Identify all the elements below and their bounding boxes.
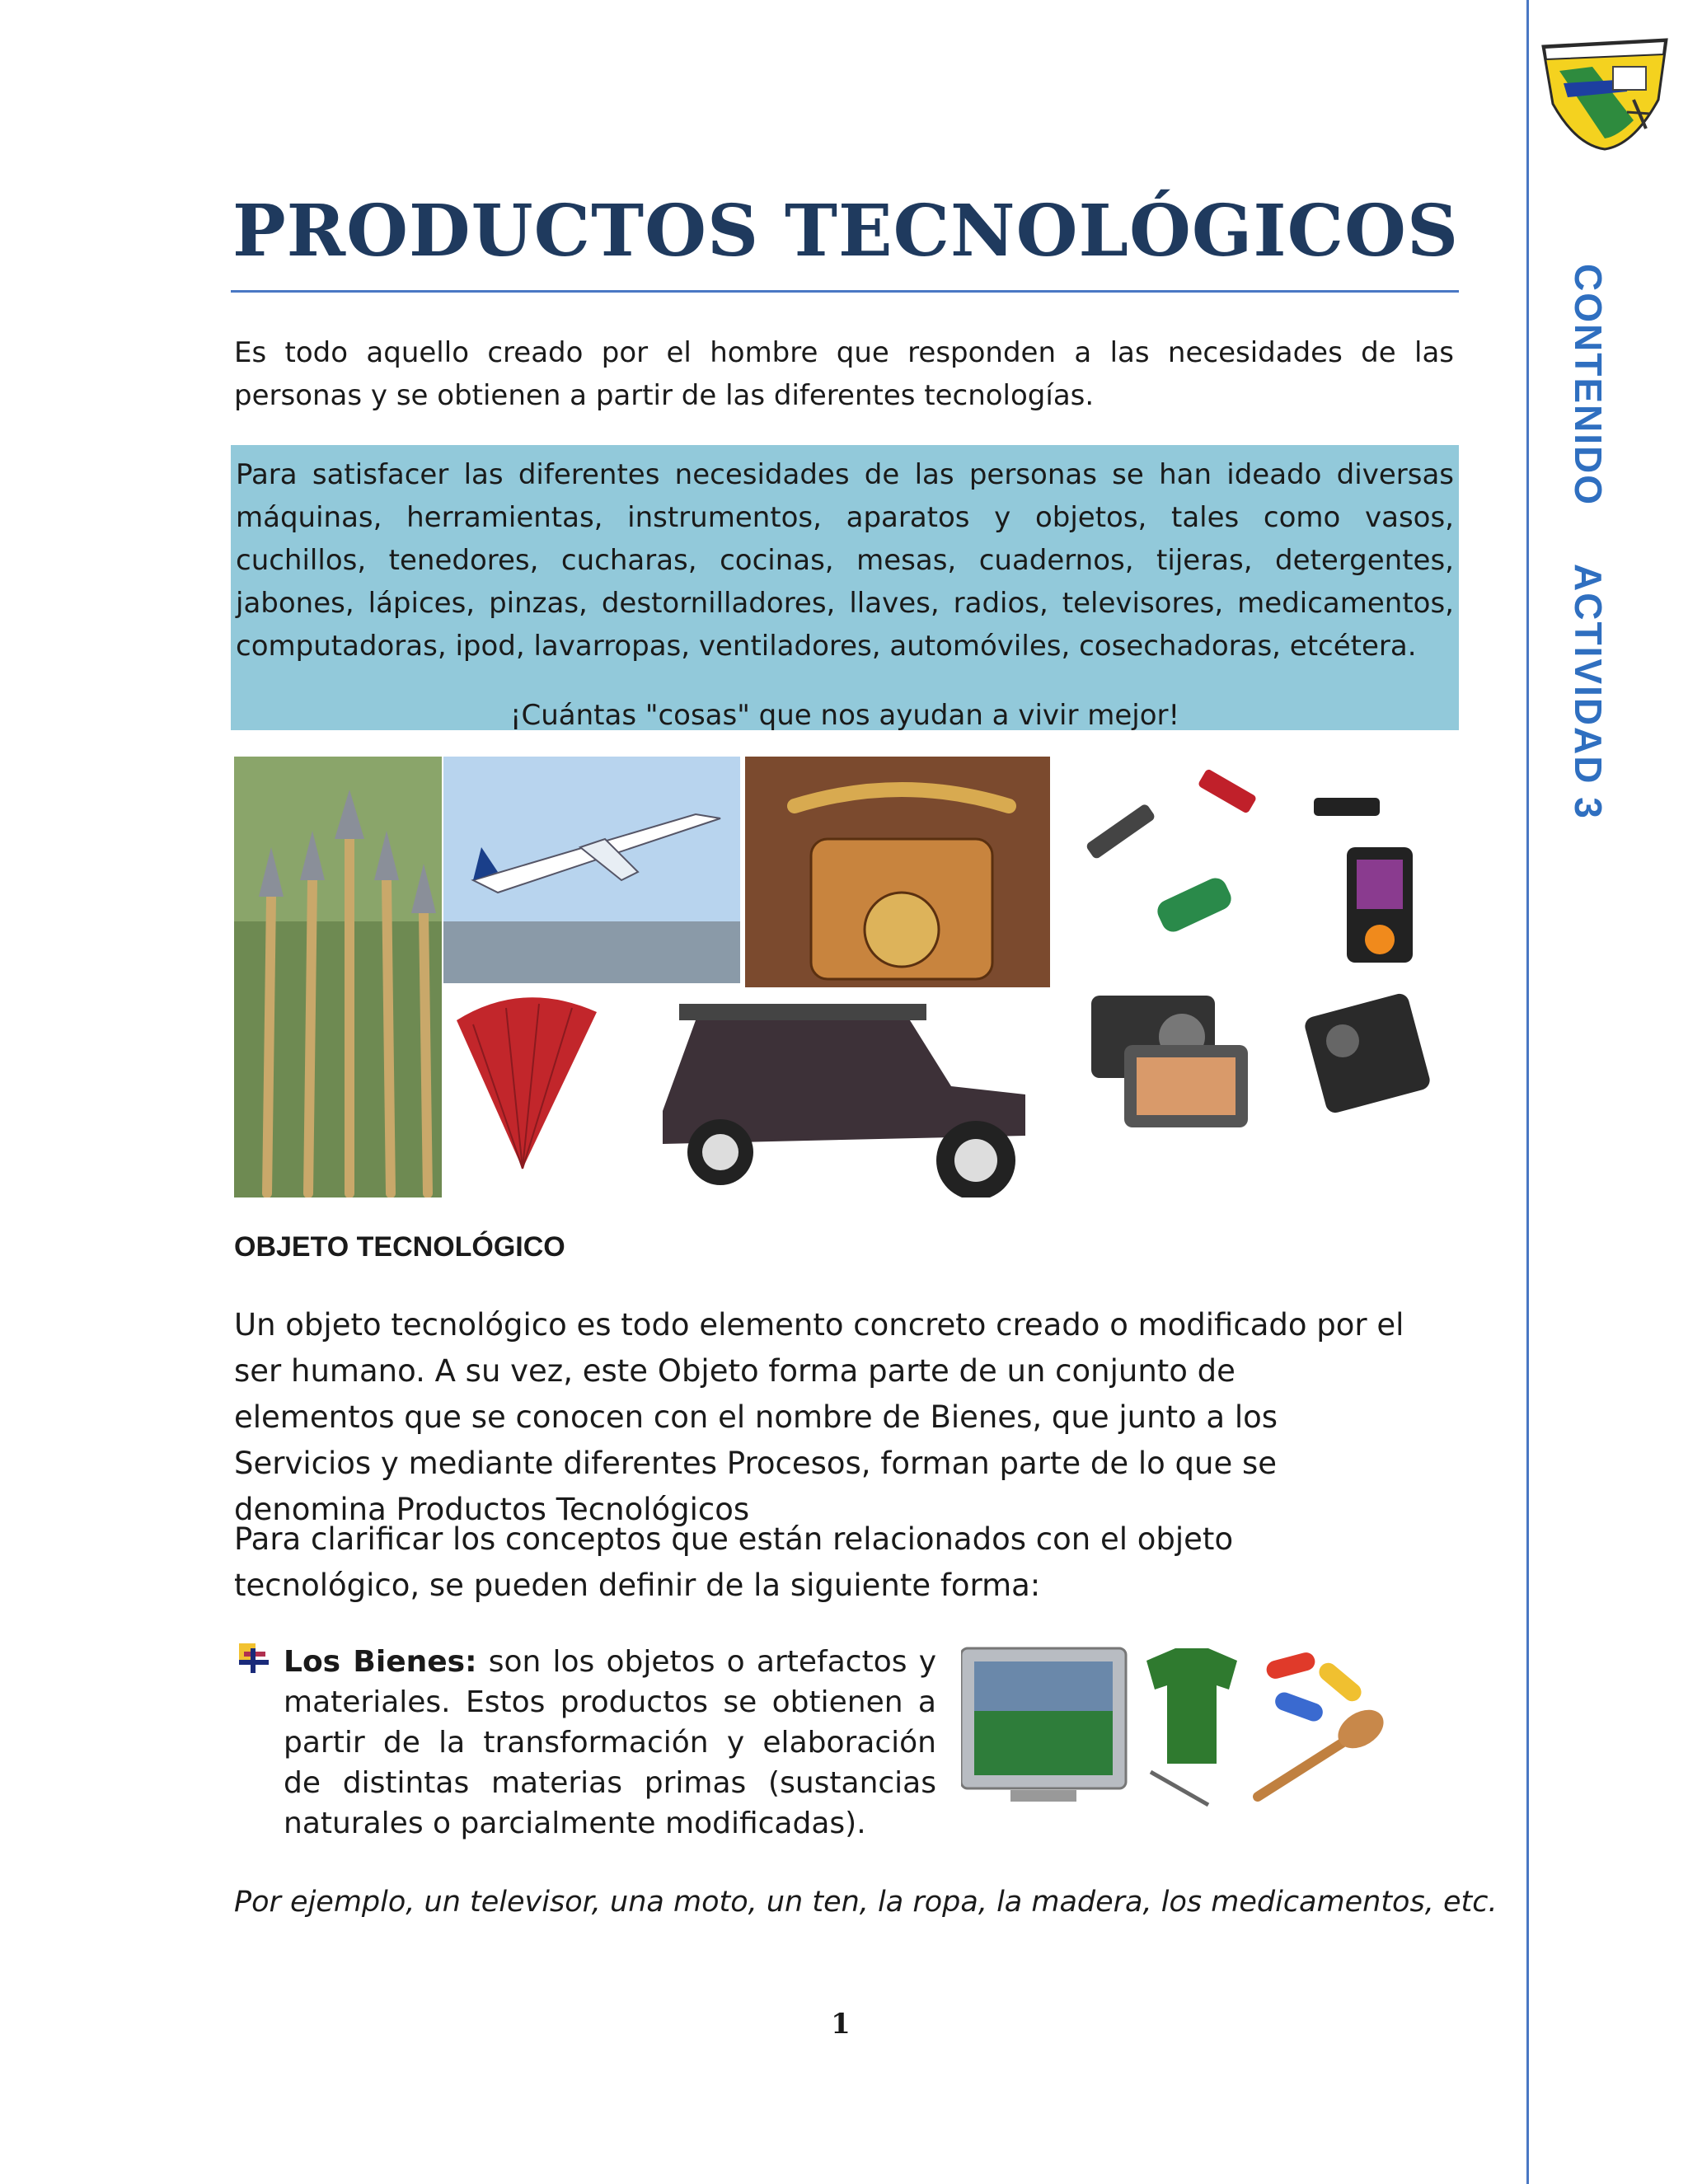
goods-examples-image <box>961 1640 1390 1813</box>
products-collage-image <box>234 757 1454 1197</box>
highlight-paragraph: Para satisfacer las diferentes necesidades de las personas se han ideado diversas máquinas, herramientas, instrumentos, aparatos y objetos, tales como vasos, cuchillos, tenedores, cucharas, cocinas, mesas, cuadernos, tijeras, detergentes, jabones, lápices, pinzas, destornilladores, llaves, radios, televisores, medicamentos, computadoras, ipod, lavarropas, ventiladores, automóviles, cosechadoras, etcétera. <box>236 458 1454 663</box>
tshirt-icon <box>1146 1648 1237 1805</box>
spears-photo <box>234 757 442 1197</box>
highlight-exclamation: ¡Cuántas "cosas" que nos ayudan a vivir mejor! <box>509 699 1180 732</box>
television-icon <box>961 1648 1126 1802</box>
section-paragraph-2: Para clarificar los conceptos que están relacionados con el objeto tecnológico, se pueden definir de la siguiente forma: <box>234 1521 1234 1603</box>
title-underline <box>231 290 1459 293</box>
airplane-photo <box>443 757 740 983</box>
bienes-text: son los objetos o artefactos y materiales. Estos productos se obtienen a partir de la transformación y elaboración de distintas materias primas (sustancias naturales o parcialmente modificadas). <box>284 1645 937 1840</box>
section-heading: OBJETO TECNOLÓGICO <box>234 1231 565 1263</box>
bienes-definition <box>284 1642 936 1844</box>
school-crest-logo <box>1535 21 1675 153</box>
intro-paragraph: Es todo aquello creado por el hombre que responden a las necesidades de las personas y se obtienen a partir de las diferentes tecnologías. <box>234 336 1454 412</box>
vintage-car-photo <box>621 989 1058 1197</box>
fan-photo <box>443 985 608 1197</box>
highlight-box <box>231 445 1459 730</box>
section-paragraph-1: Un objeto tecnológico es todo elemento concreto creado o modificado por el ser humano. A su vez, este Objeto forma parte de un conjunto de elementos que se conocen con el nombre de Bienes, que junto a los Servicios y mediante diferentes Procesos, forman parte de lo que se denomina Productos Tecnológicos <box>234 1307 1404 1527</box>
sidebar-label-actividad: ACTIVIDAD 3 <box>1567 564 1610 820</box>
electronic-gadgets-photo <box>1067 757 1454 1197</box>
sidebar-label-contenido: CONTENIDO <box>1567 264 1610 506</box>
bienes-term: Los Bienes: <box>284 1645 477 1679</box>
telephone-photo <box>745 757 1050 987</box>
example-sentence: Por ejemplo, un televisor, una moto, un ten, la ropa, la madera, los medicamentos, etc. <box>234 1886 1498 1919</box>
bullet-cross-icon <box>236 1640 272 1676</box>
page-title: PRODUCTOS TECNOLÓGICOS <box>232 190 1460 273</box>
page-number: 1 <box>831 2008 851 2041</box>
pills-icon <box>1264 1651 1365 1724</box>
sidebar-vertical-label <box>1566 264 1611 820</box>
wooden-spoon-icon <box>1258 1702 1390 1797</box>
sidebar-divider <box>1526 0 1529 2184</box>
